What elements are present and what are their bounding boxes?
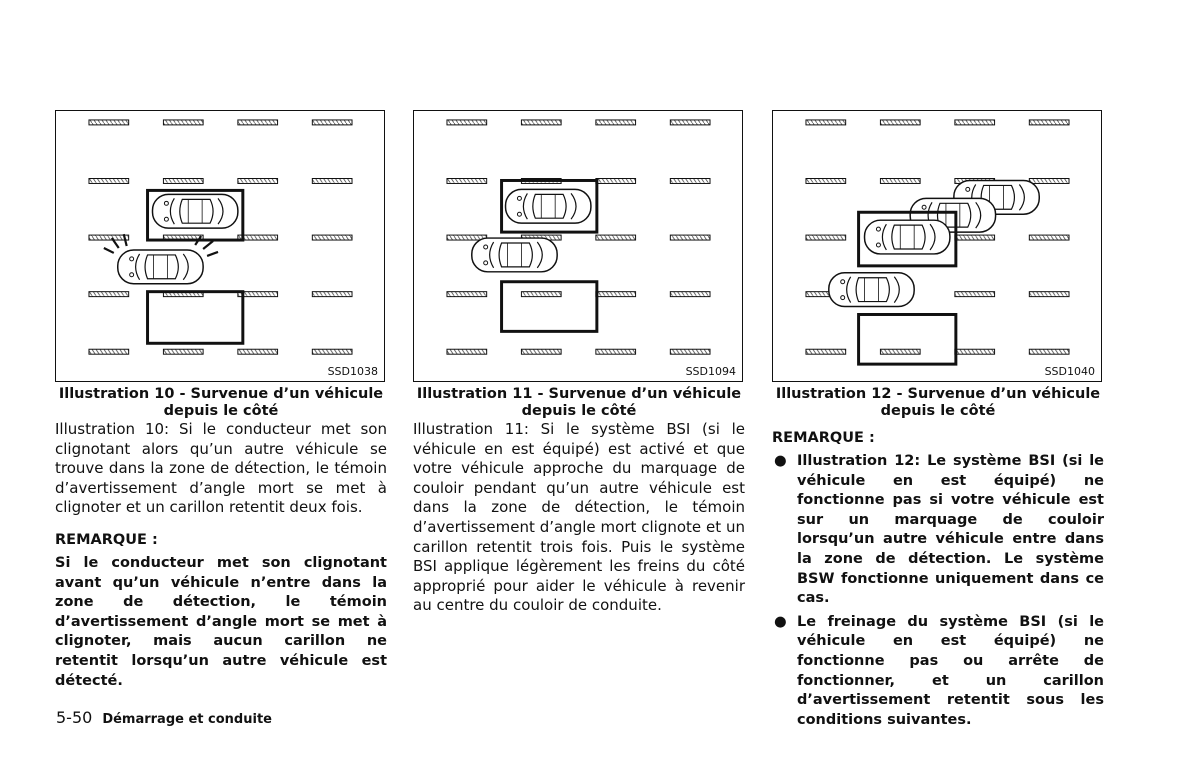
detection-zone-lower xyxy=(502,282,597,332)
figure-code: SSD1040 xyxy=(1044,365,1095,378)
figure-caption-2 xyxy=(413,386,745,420)
list-item-text: Illustration 12: Le système BSI (si le véhicule en est équipé) ne fonctionne pas si votre véhicule est sur un marquage de couloir lorsqu’un autre véhicule entre dans la zone de détection. Le système BSW fonctionne uniquement dans ce cas. xyxy=(797,453,1104,607)
other-vehicle xyxy=(153,194,238,228)
caption-line: depuis le côté xyxy=(163,403,279,419)
note-title: REMARQUE : xyxy=(772,430,875,446)
list-item-text: Le freinage du système BSI (si le véhicule en est équipé) ne fonctionne pas ou arrête de fonctionner, et un carillon d’avertissement retentit sous les conditions suivantes. xyxy=(797,613,1104,728)
caption-line: depuis le côté xyxy=(521,403,637,419)
figure-3 xyxy=(772,110,1102,382)
column-1 xyxy=(55,386,387,691)
lane-markings xyxy=(447,120,710,354)
section-title: Démarrage et conduite xyxy=(102,712,272,727)
detection-zone-lower xyxy=(859,314,956,364)
note-body: Si le conducteur met son clignotant avant qu’un véhicule n’entre dans la zone de détection, le témoin d’avertissement d’angle mort se met à clignoter, mais aucun carillon ne retentit lorsqu’un autre véhicule est détecté. xyxy=(55,554,387,689)
note-title: REMARQUE : xyxy=(55,531,158,548)
figure-code: SSD1094 xyxy=(685,365,736,378)
figure-1 xyxy=(55,110,385,382)
caption-line: Illustration 12 - Survenue d’un véhicule xyxy=(775,386,1101,402)
diagram-bsi-lane-approach xyxy=(414,111,742,381)
own-vehicle xyxy=(472,238,557,272)
figure-2 xyxy=(413,110,743,382)
other-vehicle-3 xyxy=(865,220,950,254)
note-list xyxy=(772,452,1104,730)
diagram-bsi-lane-marking xyxy=(773,111,1101,381)
page-footer xyxy=(56,708,272,727)
caption-line: depuis le côté xyxy=(880,403,996,419)
caption-line: Illustration 11 - Survenue d’un véhicule xyxy=(416,386,742,402)
other-vehicle xyxy=(506,189,591,223)
list-item xyxy=(772,613,1104,731)
page-number: 5-50 xyxy=(56,708,93,727)
caption-line: Illustration 10 - Survenue d’un véhicule xyxy=(58,386,384,402)
bullet-icon: ● xyxy=(774,613,787,630)
own-vehicle xyxy=(829,273,914,307)
body-text: Illustration 10: Si le conducteur met son clignotant alors qu’un autre véhicule se trouve dans la zone de détection, le témoin d’avertissement d’angle mort se met à clignoter et un carillon retentit deux fois. xyxy=(55,420,387,517)
own-vehicle xyxy=(118,250,203,284)
figure-caption-3 xyxy=(772,386,1104,420)
detection-zone-lower xyxy=(148,292,243,344)
body-text: Illustration 11: Si le système BSI (si le véhicule en est équipé) est activé et que votre véhicule approche du marquage de couloir pendant qu’un autre véhicule est dans la zone de détection, le témoin d’avertissement d’angle mort clignote et un carillon retentit trois fois. Puis le système BSI applique légèrement les freins du côté approprié pour aider le véhicule à revenir au centre du couloir de conduite. xyxy=(413,420,745,615)
list-item xyxy=(772,452,1104,609)
figure-caption-1 xyxy=(55,386,387,420)
lane-markings xyxy=(89,120,352,354)
column-2 xyxy=(413,386,745,616)
bullet-icon: ● xyxy=(774,453,787,469)
figure-code: SSD1038 xyxy=(327,365,378,378)
column-3 xyxy=(772,386,1104,734)
diagram-side-vehicle-approach xyxy=(56,111,384,381)
